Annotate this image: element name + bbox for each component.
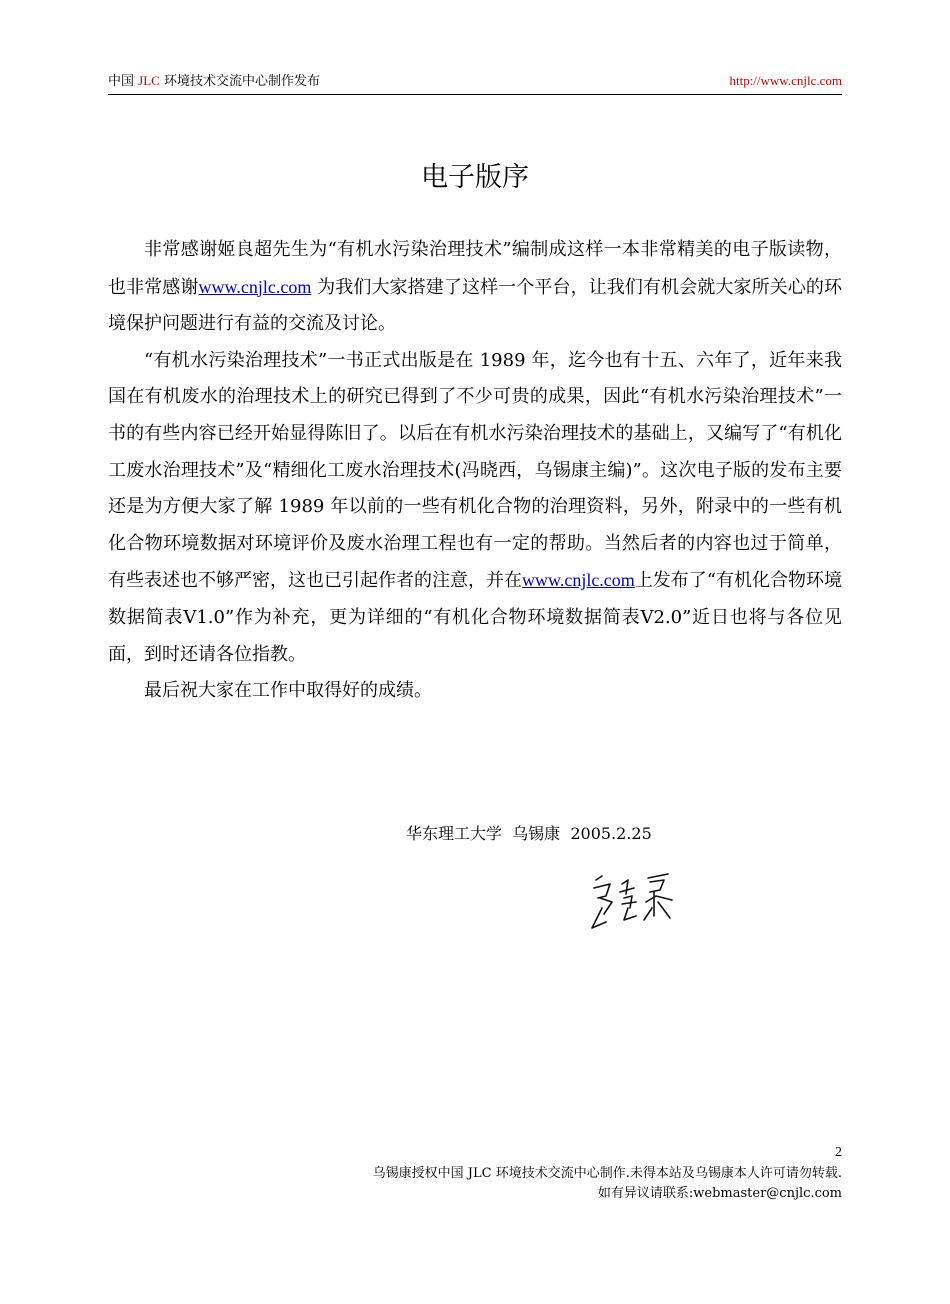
paragraph-2 [108,343,842,673]
paragraph-2-text-a: “有机水污染治理技术”一书正式出版是在 1989 年，迄今也有十五、六年了，近年来我国在有机废水的治理技术上的研究已得到了不少可贵的成果，因此“有机水污染治理技术”一书的有些内容已经开始显得陈旧了。以后在有机水污染治理技术的基础上，又编写了“有机化工废水治理技术”及“精细化工废水治理技术(冯晓西，乌锡康主编)”。这次电子版的发布主要还是为方便大家了解 1989 年以前的一些有机化合物的治理资料，另外，附录中的一些有机化合物环境数据对环境评价及废水治理工程也有一定的帮助。当然后者的内容也过于简单，有些表述也不够严密，这也已引起作者的注意，并在 [108,349,842,592]
website-link-1[interactable]: www.cnjlc.com [198,276,312,297]
header-prefix: 中国 [108,74,139,89]
signoff-line: 华东理工大学 乌锡康 2005.2.25 [406,824,652,843]
preface-body [108,232,842,710]
paragraph-1-text-a: 非常感谢姬良超先生为“有机水污染治理技术”编制成这样一本非常精美的电子版读物，也非常感谢 [108,239,842,298]
page-title: 电子版序 [421,162,529,193]
paragraph-1-text-b: 为我们大家搭建了这样一个平台，让我们有机会就大家所关心的环境保护问题进行有益的交流及讨论。 [108,276,843,335]
handwritten-signature [584,866,684,936]
page-footer [373,1164,842,1204]
footer-copyright: 乌锡康授权中国 JLC 环境技术交流中心制作.未得本站及乌锡康本人许可请勿转载. [372,1166,842,1181]
header-publisher [108,72,320,91]
paragraph-1 [108,232,842,343]
header-suffix: 环境技术交流中心制作发布 [159,74,320,89]
page-number: 2 [835,1145,842,1160]
page-header [108,72,842,95]
website-link-2[interactable]: www.cnjlc.com [522,570,635,591]
paragraph-3: 最后祝大家在工作中取得好的成绩。 [144,680,432,702]
footer-contact: 如有异议请联系:webmaster@cnjlc.com [597,1186,842,1201]
header-brand: JLC [138,73,160,88]
paragraph-2-text-b: 上发布了“有机化合物环境数据简表V1.0”作为补充，更为详细的“有机化合物环境数据简表V2.0”近日也将与各位见面，到时还请各位指教。 [108,570,843,665]
header-url-link[interactable]: http://www.cnjlc.com [729,73,842,88]
